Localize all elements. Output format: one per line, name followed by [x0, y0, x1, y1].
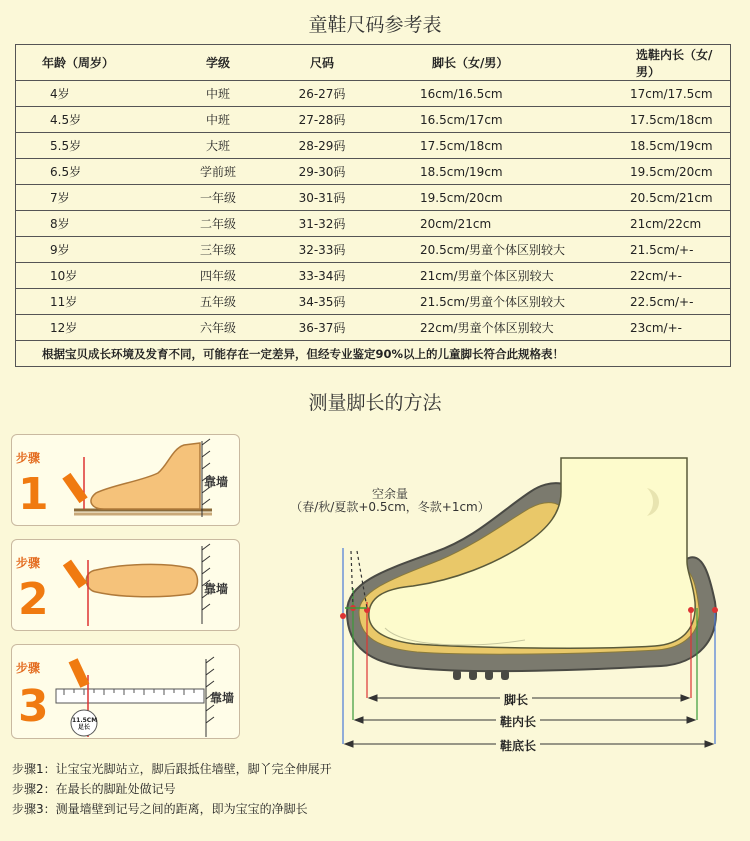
- inner-length-label: 鞋内长: [496, 713, 540, 730]
- cell-age: 4.5岁: [16, 107, 171, 133]
- instruction-3: 步骤3：测量墙壁到记号之间的距离，即为宝宝的净脚长: [12, 802, 308, 816]
- cell-foot-length: 18.5cm/19cm: [378, 159, 612, 185]
- cell-size: 32-33码: [266, 237, 378, 263]
- cell-foot-length: 19.5cm/20cm: [378, 185, 612, 211]
- cell-inner-length: 23cm/+-: [612, 315, 731, 341]
- table-note-row: [16, 341, 731, 367]
- step-3-wall-label: 靠墙: [210, 691, 235, 705]
- cell-foot-length: 20.5cm/男童个体区别较大: [378, 237, 612, 263]
- method-title: 测量脚长的方法: [308, 392, 442, 414]
- header-size: 尺码: [266, 45, 378, 81]
- instruction-1: 步骤1：让宝宝光脚站立，脚后跟抵住墙壁，脚丫完全伸展开: [12, 762, 332, 776]
- table-row: [16, 211, 731, 237]
- cell-grade: 四年级: [170, 263, 266, 289]
- cell-grade: 大班: [170, 133, 266, 159]
- step-3-measure-badge: [72, 717, 96, 731]
- cell-size: 29-30码: [266, 159, 378, 185]
- step-3-ruler-illustration: [12, 645, 241, 740]
- cell-foot-length: 21.5cm/男童个体区别较大: [378, 289, 612, 315]
- cell-grade: 学前班: [170, 159, 266, 185]
- foot-length-label: 脚长: [500, 691, 532, 708]
- step-1-wall-label: 靠墙: [204, 475, 229, 489]
- cell-size: 34-35码: [266, 289, 378, 315]
- badge-caption: 足长: [77, 724, 90, 731]
- cell-inner-length: 22cm/+-: [612, 263, 731, 289]
- cell-grade: 中班: [170, 81, 266, 107]
- cell-size: 26-27码: [266, 81, 378, 107]
- cell-inner-length: 17.5cm/18cm: [612, 107, 731, 133]
- header-foot-length: 脚长（女/男）: [378, 45, 612, 81]
- space-note: （春/秋/夏款+0.5cm，冬款+1cm）: [290, 500, 490, 514]
- step-2-panel: [11, 539, 240, 631]
- step-3-number: 3: [18, 681, 49, 732]
- cell-grade: 二年级: [170, 211, 266, 237]
- cell-size: 27-28码: [266, 107, 378, 133]
- cell-age: 9岁: [16, 237, 171, 263]
- table-row: [16, 315, 731, 341]
- badge-value: 11.5CM: [72, 717, 98, 724]
- table-header-row: [16, 45, 731, 81]
- header-age: 年龄（周岁）: [16, 45, 171, 81]
- header-inner-length: 选鞋内长（女/男）: [612, 45, 731, 81]
- step-2-number: 2: [18, 574, 49, 625]
- cell-grade: 三年级: [170, 237, 266, 263]
- step-1-number: 1: [18, 469, 49, 520]
- cell-age: 5.5岁: [16, 133, 171, 159]
- cell-inner-length: 17cm/17.5cm: [612, 81, 731, 107]
- cell-age: 11岁: [16, 289, 171, 315]
- cell-grade: 五年级: [170, 289, 266, 315]
- cell-foot-length: 17.5cm/18cm: [378, 133, 612, 159]
- cell-size: 33-34码: [266, 263, 378, 289]
- table-row: [16, 107, 731, 133]
- space-title: 空余量: [371, 487, 408, 501]
- cell-inner-length: 22.5cm/+-: [612, 289, 731, 315]
- table-row: [16, 185, 731, 211]
- step-2-wall-label: 靠墙: [204, 582, 229, 596]
- cell-grade: 六年级: [170, 315, 266, 341]
- cell-size: 30-31码: [266, 185, 378, 211]
- cell-grade: 一年级: [170, 185, 266, 211]
- cell-inner-length: 21cm/22cm: [612, 211, 731, 237]
- cell-foot-length: 21cm/男童个体区别较大: [378, 263, 612, 289]
- cell-age: 4岁: [16, 81, 171, 107]
- cell-size: 31-32码: [266, 211, 378, 237]
- cell-inner-length: 21.5cm/+-: [612, 237, 731, 263]
- table-row: [16, 289, 731, 315]
- cell-inner-length: 19.5cm/20cm: [612, 159, 731, 185]
- table-row: [16, 81, 731, 107]
- table-row: [16, 133, 731, 159]
- cell-foot-length: 20cm/21cm: [378, 211, 612, 237]
- header-grade: 学级: [170, 45, 266, 81]
- cell-age: 8岁: [16, 211, 171, 237]
- cell-size: 28-29码: [266, 133, 378, 159]
- cell-size: 36-37码: [266, 315, 378, 341]
- step-3-label: 步骤: [16, 661, 41, 675]
- step-2-label: 步骤: [16, 556, 41, 570]
- cell-age: 10岁: [16, 263, 171, 289]
- table-note: 根据宝贝成长环境及发育不同，可能存在一定差异，但经专业鉴定90%以上的儿童脚长符合此规格表！: [16, 341, 731, 367]
- table-row: [16, 237, 731, 263]
- cell-foot-length: 16.5cm/17cm: [378, 107, 612, 133]
- cell-inner-length: 18.5cm/19cm: [612, 133, 731, 159]
- step-3-panel: [11, 644, 240, 739]
- step-1-label: 步骤: [16, 451, 41, 465]
- cell-age: 7岁: [16, 185, 171, 211]
- table-row: [16, 159, 731, 185]
- size-table: [15, 44, 731, 367]
- cell-grade: 中班: [170, 107, 266, 133]
- sole-length-label: 鞋底长: [496, 737, 540, 754]
- cell-age: 12岁: [16, 315, 171, 341]
- cell-age: 6.5岁: [16, 159, 171, 185]
- instruction-2: 步骤2：在最长的脚趾处做记号: [12, 782, 176, 796]
- table-row: [16, 263, 731, 289]
- cell-inner-length: 20.5cm/21cm: [612, 185, 731, 211]
- cell-foot-length: 16cm/16.5cm: [378, 81, 612, 107]
- cell-foot-length: 22cm/男童个体区别较大: [378, 315, 612, 341]
- table-title: 童鞋尺码参考表: [308, 14, 442, 36]
